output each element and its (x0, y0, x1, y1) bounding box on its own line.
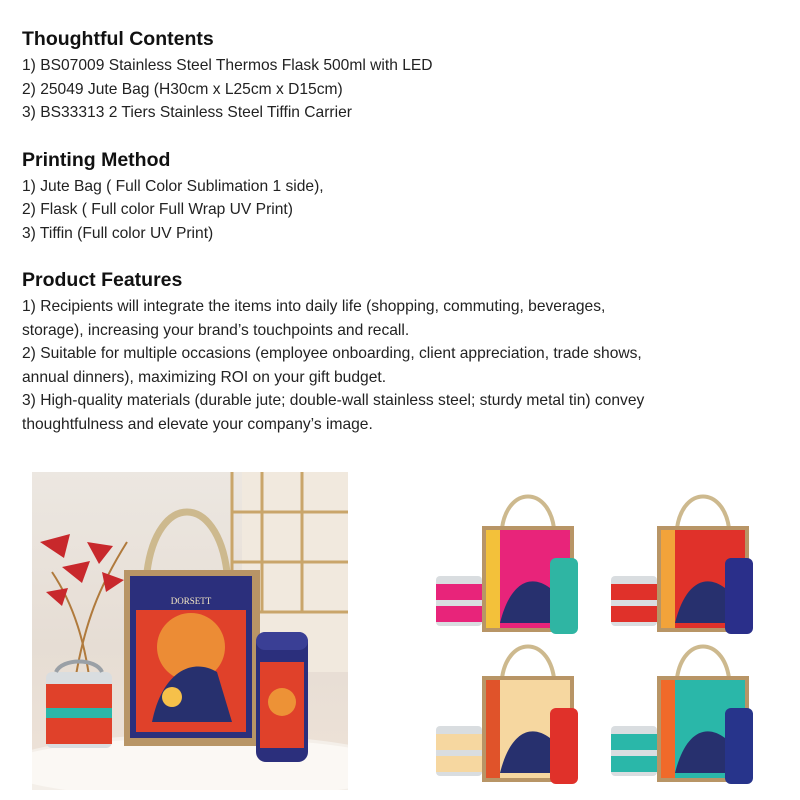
content-line: 1) Recipients will integrate the items into daily life (shopping, commuting, beverages, (22, 298, 606, 315)
variant-cream (430, 638, 605, 788)
variant-illustration (605, 488, 780, 638)
content-line: annual dinners), maximizing ROI on your gift budget. (22, 368, 387, 386)
content-line: 1) Jute Bag ( Full Color Sublimation 1 side), (22, 177, 324, 195)
text-content (22, 26, 792, 458)
variant-teal (605, 638, 780, 788)
section-heading: Printing Method (22, 148, 171, 171)
variant-red (605, 488, 780, 638)
content-line: 3) BS33313 2 Tiers Stainless Steel Tiffin Carrier (22, 104, 352, 121)
variant-illustration (430, 638, 605, 788)
variant-illustration (430, 488, 605, 638)
section-thoughtful-contents (22, 26, 792, 125)
section-product-features (22, 267, 792, 436)
color-variants-grid (430, 488, 780, 788)
section-heading: Product Features (22, 269, 183, 291)
product-lifestyle-image (32, 472, 348, 790)
variant-illustration (605, 638, 780, 788)
content-line: thoughtfulness and elevate your company’s image. (22, 415, 373, 433)
content-line: 3) Tiffin (Full color UV Print) (22, 224, 214, 242)
content-line: 1) BS07009 Stainless Steel Thermos Flask 500ml with LED (22, 57, 433, 74)
content-line: 2) 25049 Jute Bag (H30cm x L25cm x D15cm) (22, 80, 343, 98)
section-heading: Thoughtful Contents (22, 28, 214, 50)
section-printing-method (22, 147, 792, 246)
content-line: 2) Flask ( Full color Full Wrap UV Print) (22, 201, 293, 218)
bag-brand-text: DORSETT (170, 596, 212, 606)
content-line: 3) High-quality materials (durable jute; double-wall stainless steel; sturdy metal tin) convey (22, 392, 645, 409)
variant-pink (430, 488, 605, 638)
content-line: 2) Suitable for multiple occasions (employee onboarding, client appreciation, trade shows, (22, 345, 642, 362)
lifestyle-illustration (32, 472, 348, 790)
content-line: storage), increasing your brand’s touchpoints and recall. (22, 321, 410, 339)
